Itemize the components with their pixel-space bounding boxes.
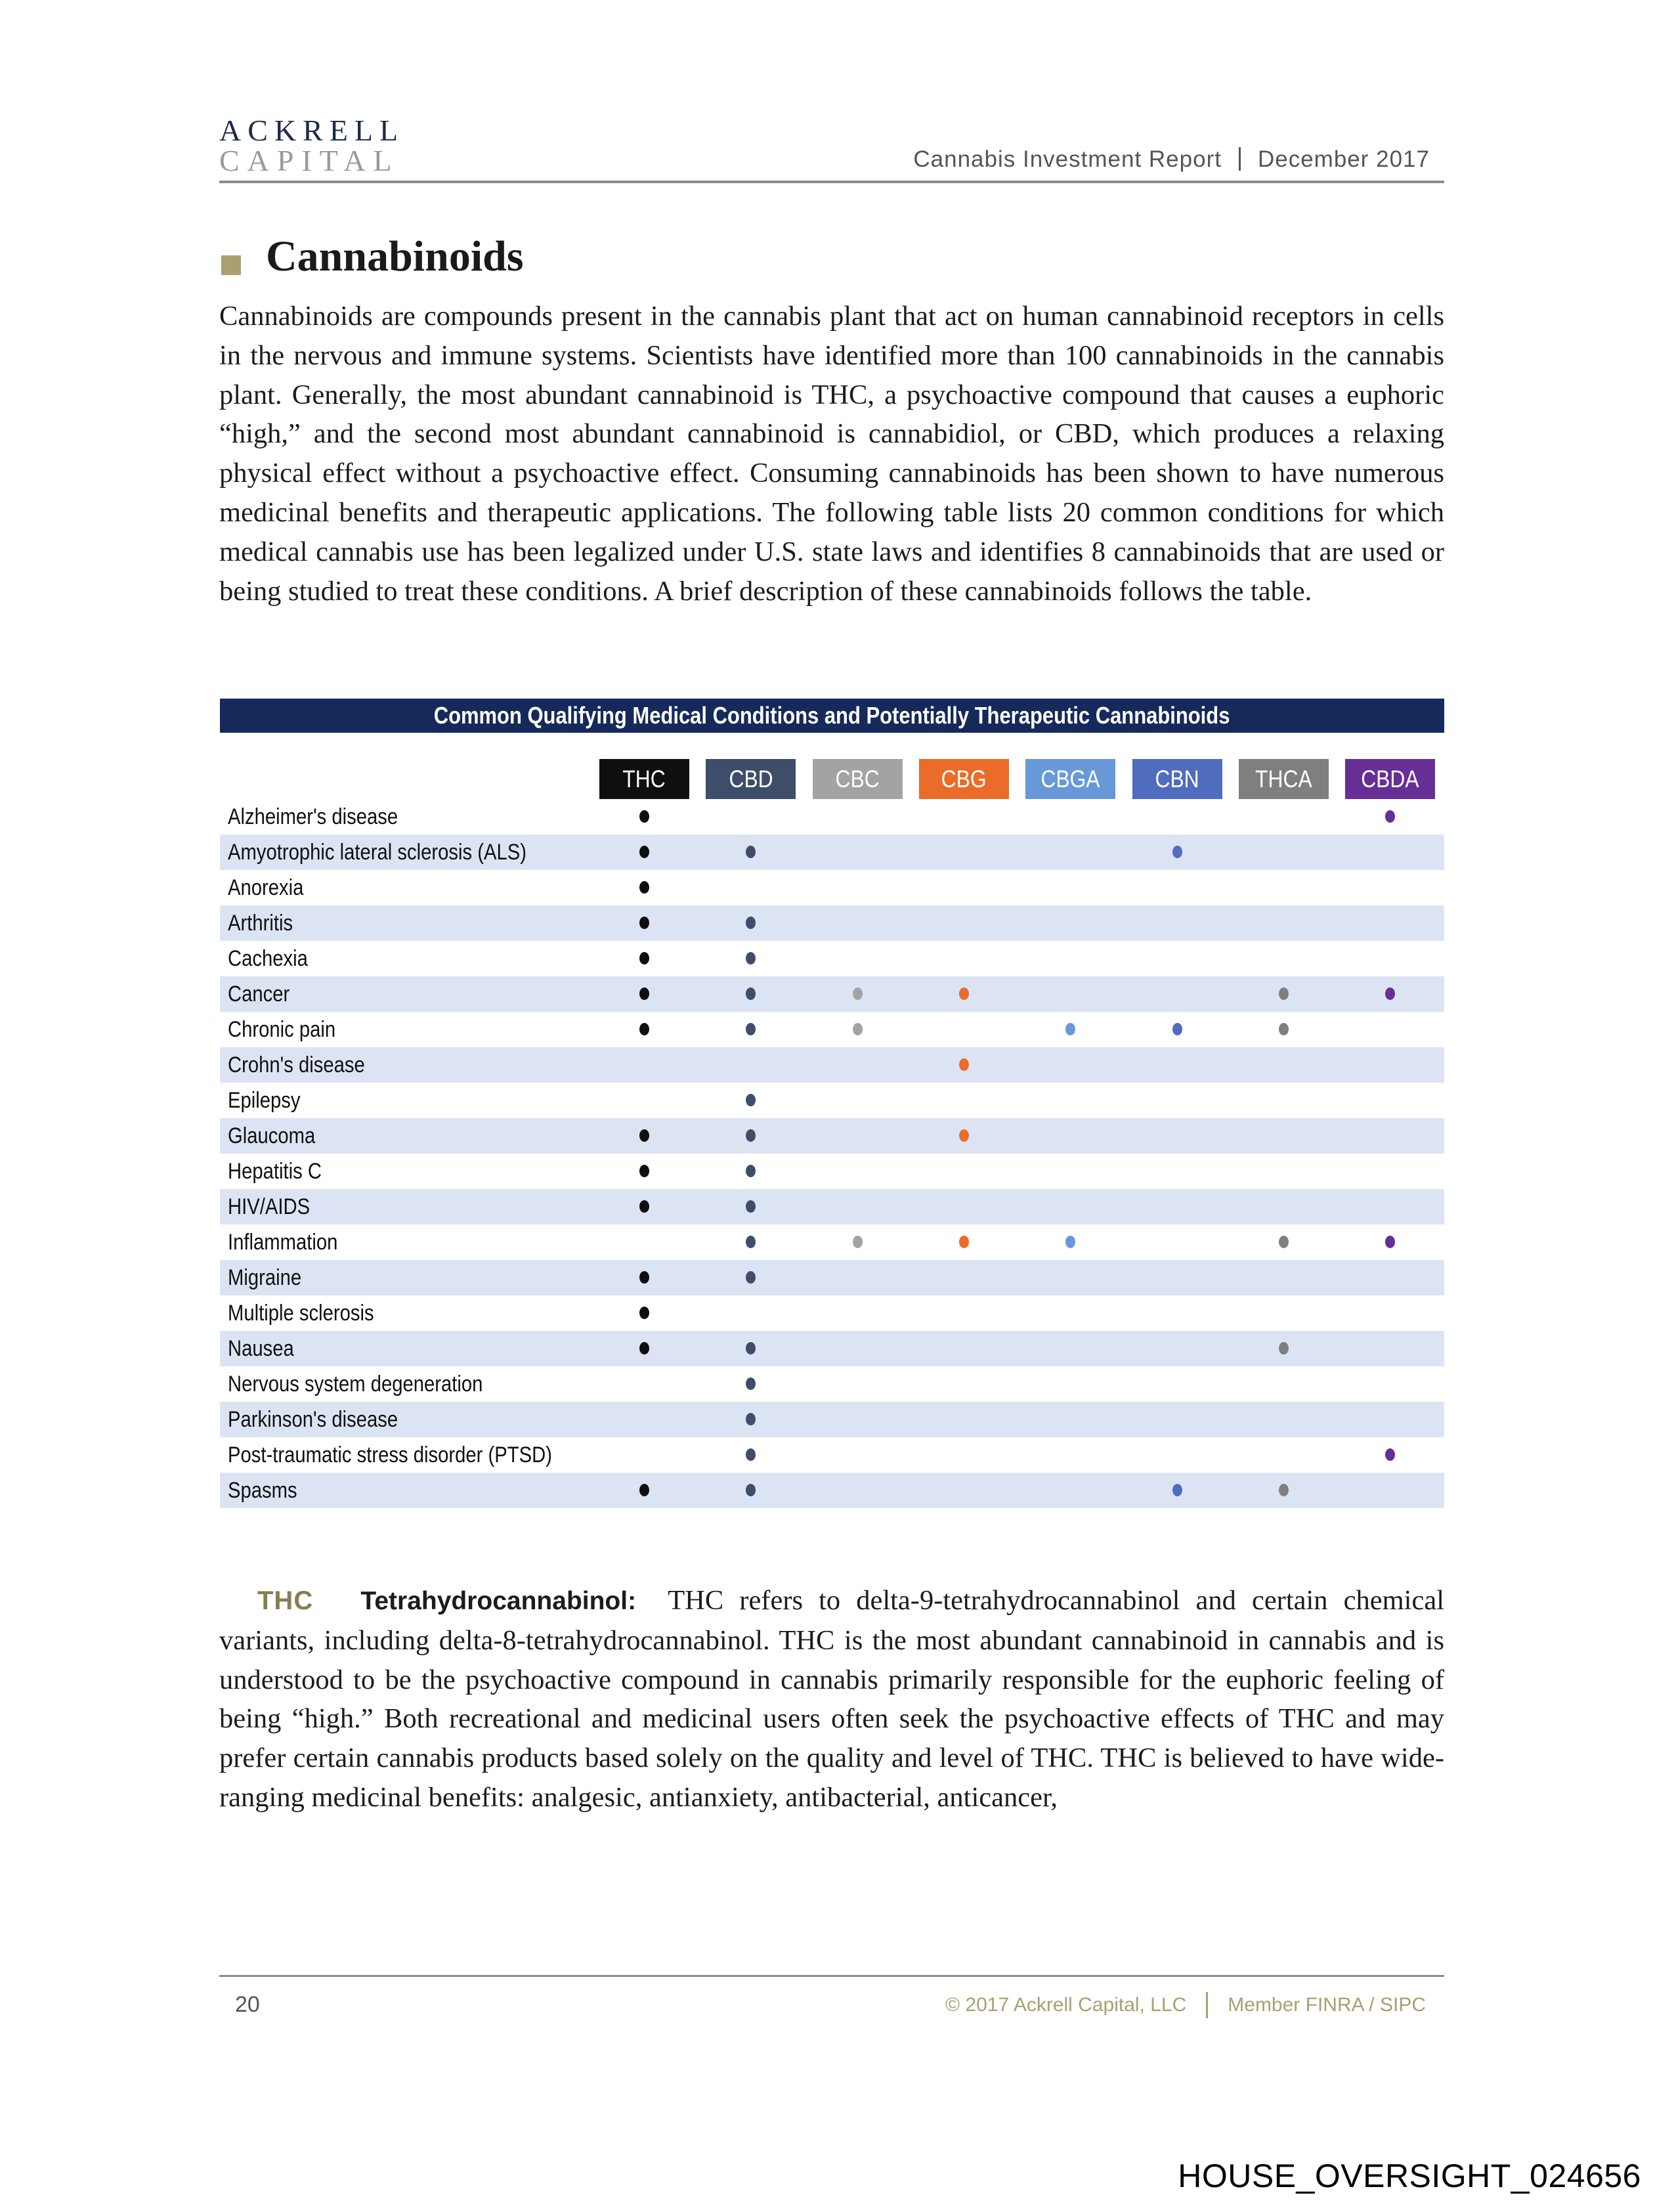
indicator-dot-cbga xyxy=(1065,1023,1075,1035)
indicator-dot-cbg xyxy=(959,1236,969,1248)
table-row xyxy=(220,1083,1444,1118)
condition-label: Arthritis xyxy=(228,911,293,936)
column-header-label: CBC xyxy=(835,765,880,792)
indicator-dot-cbn xyxy=(1172,846,1182,858)
section-bullet-icon xyxy=(221,255,241,275)
indicator-dot-cbg xyxy=(959,1129,969,1142)
condition-label: Parkinson's disease xyxy=(228,1407,398,1432)
indicator-dot-cbd xyxy=(746,1377,756,1390)
indicator-dot-cbd xyxy=(746,846,756,858)
logo-ackrell: ACKRELL xyxy=(219,114,405,147)
column-header-cbn xyxy=(1132,759,1222,799)
condition-label: Hepatitis C xyxy=(228,1159,322,1184)
table-row xyxy=(220,1047,1444,1083)
indicator-dot-cbd xyxy=(746,1236,756,1248)
thc-code-label: THC xyxy=(257,1586,314,1615)
indicator-dot-thc xyxy=(639,810,649,823)
table-row xyxy=(220,1473,1444,1508)
indicator-dot-thc xyxy=(639,1165,649,1177)
indicator-dot-cbc xyxy=(853,1023,863,1035)
membership-text: Member FINRA / SIPC xyxy=(1228,1994,1426,2016)
indicator-dot-cbd xyxy=(746,1271,756,1284)
indicator-dot-thc xyxy=(639,1023,649,1035)
column-header-label: THCA xyxy=(1255,765,1312,792)
condition-label: Glaucoma xyxy=(228,1123,316,1148)
column-header-thca xyxy=(1239,759,1329,799)
indicator-dot-thc xyxy=(639,1307,649,1319)
indicator-dot-cbd xyxy=(746,1448,756,1461)
indicator-dot-thc xyxy=(639,846,649,858)
indicator-dot-cbd xyxy=(746,952,756,965)
table-row xyxy=(220,835,1444,870)
condition-label: Nervous system degeneration xyxy=(228,1372,483,1397)
column-header-label: CBD xyxy=(729,765,773,792)
table-row xyxy=(220,1366,1444,1402)
table-row xyxy=(220,1295,1444,1331)
table-row xyxy=(220,1189,1444,1225)
indicator-dot-cbd xyxy=(746,987,756,1000)
indicator-dot-cbd xyxy=(746,1094,756,1106)
indicator-dot-cbd xyxy=(746,1413,756,1425)
condition-label: Nausea xyxy=(228,1336,294,1361)
indicator-dot-cbc xyxy=(853,987,863,1000)
indicator-dot-thc xyxy=(639,987,649,1000)
column-header-label: CBDA xyxy=(1361,765,1419,792)
indicator-dot-cbda xyxy=(1385,1236,1395,1248)
condition-label: Cancer xyxy=(228,982,290,1007)
indicator-dot-cbn xyxy=(1172,1023,1182,1035)
footer-separator xyxy=(1206,1992,1208,2018)
indicator-dot-thc xyxy=(639,952,649,965)
condition-label: Amyotrophic lateral sclerosis (ALS) xyxy=(228,840,526,865)
report-title: Cannabis Investment Report xyxy=(913,146,1222,172)
indicator-dot-cbd xyxy=(746,1342,756,1355)
intro-paragraph: Cannabinoids are compounds present in the cannabis plant that act on human cannabinoid receptors in cells in the nervous and immune systems. Scientists have identified more than 100 cannabinoids in the cannabis plant. Generally, the most abundant cannabinoid is THC, a psychoactive compound that causes a euphoric “high,” and the second most abundant cannabinoid is cannabidiol, or CBD, which produces a relaxing physical effect without a psychoactive effect. Consuming cannabinoids has been shown to have numerous medicinal benefits and therapeutic applications. The following table lists 20 common conditions for which medical cannabis use has been legalized under U.S. state laws and identifies 8 cannabinoids that are used or being studied to treat these conditions. A brief description of these cannabinoids follows the table. xyxy=(219,301,1444,607)
indicator-dot-thca xyxy=(1279,1023,1289,1035)
table-row xyxy=(220,1225,1444,1260)
condition-label: Inflammation xyxy=(228,1230,338,1255)
bates-number: HOUSE_OVERSIGHT_024656 xyxy=(1178,2158,1641,2194)
indicator-dot-thc xyxy=(639,1342,649,1355)
column-header-label: CBG xyxy=(941,765,987,792)
condition-label: Epilepsy xyxy=(228,1088,301,1113)
table-row xyxy=(220,1402,1444,1437)
indicator-dot-cbd xyxy=(746,1484,756,1496)
indicator-dot-cbd xyxy=(746,1165,756,1177)
table-title: Common Qualifying Medical Conditions and Potentially Therapeutic Cannabinoids xyxy=(434,702,1230,729)
column-header-thc xyxy=(599,759,689,799)
column-header-cbga xyxy=(1025,759,1115,799)
condition-label: Alzheimer's disease xyxy=(228,804,398,829)
copyright-text: © 2017 Ackrell Capital, LLC xyxy=(945,1994,1187,2016)
table-row xyxy=(220,1437,1444,1473)
indicator-dot-thca xyxy=(1279,1484,1289,1496)
condition-label: Cachexia xyxy=(228,946,308,971)
header-separator xyxy=(1239,147,1241,171)
column-header-label: CBN xyxy=(1155,765,1199,792)
section-title: Cannabinoids xyxy=(266,232,524,280)
indicator-dot-thc xyxy=(639,1129,649,1142)
indicator-dot-cbga xyxy=(1065,1236,1075,1248)
indicator-dot-cbda xyxy=(1385,987,1395,1000)
table-row xyxy=(220,905,1444,941)
table-row xyxy=(220,1331,1444,1366)
indicator-dot-thc xyxy=(639,881,649,894)
condition-label: HIV/AIDS xyxy=(228,1194,311,1219)
footer-legal xyxy=(945,1992,1426,2018)
indicator-dot-cbn xyxy=(1172,1484,1182,1496)
condition-label: Multiple sclerosis xyxy=(228,1301,374,1326)
column-header-label: CBGA xyxy=(1041,765,1100,792)
indicator-dot-cbd xyxy=(746,1200,756,1213)
condition-label: Spasms xyxy=(228,1478,297,1503)
condition-label: Crohn's disease xyxy=(228,1052,365,1077)
report-header xyxy=(913,147,1430,171)
table-row xyxy=(220,1118,1444,1154)
page-number: 20 xyxy=(235,1992,260,2017)
thc-name-label: Tetrahydrocannabinol: xyxy=(360,1587,637,1615)
thc-description xyxy=(219,1581,1444,1817)
table-title-bar xyxy=(220,699,1444,733)
column-header-cbda xyxy=(1345,759,1435,799)
indicator-dot-cbc xyxy=(853,1236,863,1248)
logo-capital: CAPITAL xyxy=(219,144,400,177)
footer-divider xyxy=(219,1975,1444,1977)
condition-label: Post-traumatic stress disorder (PTSD) xyxy=(228,1442,552,1467)
indicator-dot-thca xyxy=(1279,1236,1289,1248)
thc-description-text: THC refers to delta-9-tetrahydrocannabinol and certain chemical variants, including delta-8-tetrahydrocannabinol. THC is the most abundant cannabinoid in cannabis and is understood to be the psychoactive compound in cannabis primarily responsible for the euphoric feeling of being “high.” Both recreational and medicinal users often seek the psychoactive effects of THC and may prefer certain cannabis products based solely on the quality and level of THC. THC is believed to have wide-ranging medicinal benefits: analgesic, antianxiety, antibacterial, anticancer, xyxy=(219,1585,1445,1813)
indicator-dot-thc xyxy=(639,917,649,929)
condition-label: Migraine xyxy=(228,1265,302,1290)
table-row xyxy=(220,1012,1444,1047)
column-header-label: THC xyxy=(622,765,666,792)
table-row xyxy=(220,1154,1444,1189)
column-header-cbd xyxy=(706,759,796,799)
indicator-dot-cbg xyxy=(959,987,969,1000)
indicator-dot-thc xyxy=(639,1271,649,1284)
header-divider xyxy=(219,181,1444,183)
table-row xyxy=(220,941,1444,976)
indicator-dot-cbd xyxy=(746,1129,756,1142)
condition-label: Chronic pain xyxy=(228,1017,336,1042)
condition-label: Anorexia xyxy=(228,875,304,900)
indicator-dot-cbd xyxy=(746,917,756,929)
indicator-dot-thc xyxy=(639,1200,649,1213)
indicator-dot-thca xyxy=(1279,1342,1289,1355)
table-row xyxy=(220,976,1444,1012)
indicator-dot-cbg xyxy=(959,1058,969,1071)
table-row xyxy=(220,1260,1444,1295)
indicator-dot-thc xyxy=(639,1484,649,1496)
report-date: December 2017 xyxy=(1257,146,1430,172)
column-header-cbc xyxy=(813,759,903,799)
indicator-dot-cbda xyxy=(1385,810,1395,823)
indicator-dot-cbd xyxy=(746,1023,756,1035)
table-row xyxy=(220,870,1444,905)
indicator-dot-cbda xyxy=(1385,1448,1395,1461)
indicator-dot-thca xyxy=(1279,987,1289,1000)
column-header-cbg xyxy=(919,759,1009,799)
table-row xyxy=(220,799,1444,835)
